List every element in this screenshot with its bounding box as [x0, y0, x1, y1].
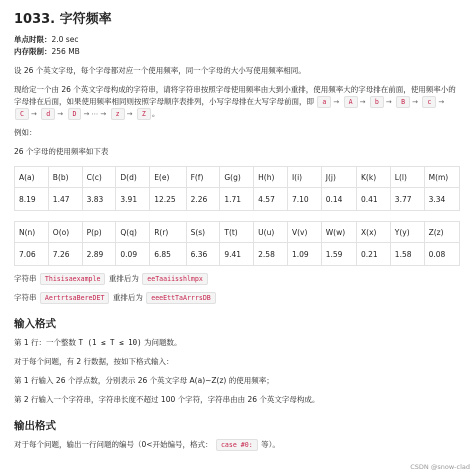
example-prefix: 字符串: [14, 274, 37, 283]
description-p1: 设 26 个英文字母，每个字母都对应一个使用频率，同一个字母的大小写使用频率相同。: [14, 66, 306, 75]
order-chip-B: B: [396, 96, 410, 108]
order-chip-c: c: [422, 96, 436, 108]
input-line-1-post: 为问题数。: [144, 338, 182, 347]
freq-value-cell: 0.41: [357, 188, 391, 211]
example-mid: 重排后为: [112, 293, 143, 302]
time-limit: [14, 34, 460, 46]
freq-value-cell: 3.34: [424, 188, 459, 211]
order-chip-D: D: [68, 108, 82, 120]
freq-value-cell: 3.83: [82, 188, 116, 211]
description-p2: [14, 84, 460, 120]
spacer-cell: [15, 211, 49, 222]
arrow-icon: →: [100, 110, 107, 118]
example-mid: 重排后为: [108, 274, 139, 283]
example-prefix: 字符串: [14, 293, 37, 302]
description-p2-end: 。: [151, 109, 160, 118]
spacer-cell: [48, 211, 82, 222]
arrow-icon: →: [57, 110, 64, 118]
spacer-cell: [357, 211, 391, 222]
arrow-icon: →: [438, 98, 445, 106]
freq-value-cell: 3.91: [116, 188, 150, 211]
freq-value-cell: 2.58: [254, 243, 288, 266]
arrow-icon: →: [385, 98, 392, 106]
freq-value-cell: 6.85: [150, 243, 186, 266]
freq-value-cell: 7.06: [15, 243, 49, 266]
freq-values-row-1: [15, 188, 460, 211]
order-chip-A: A: [344, 96, 358, 108]
input-line-1-pre: 第 1 行：一个整数: [14, 338, 77, 347]
freq-value-cell: 12.25: [150, 188, 186, 211]
spacer-cell: [116, 211, 150, 222]
order-chip-a: a: [317, 96, 331, 108]
freq-letter-cell: Z(z): [424, 222, 459, 243]
freq-letter-cell: L(l): [390, 167, 424, 188]
example-input: AertrtsaBereDET: [40, 292, 110, 304]
memory-limit-value: 256 MB: [51, 47, 80, 56]
freq-letter-cell: T(t): [220, 222, 254, 243]
time-limit-label: 单点时限：: [14, 35, 52, 44]
freq-letter-cell: O(o): [48, 222, 82, 243]
spacer-cell: [321, 211, 356, 222]
freq-value-cell: 8.19: [15, 188, 49, 211]
input-line-3: 第 1 行输入 26 个浮点数，分别表示 26 个英文字母 A(a)~Z(z) 的使用频率；: [14, 376, 274, 385]
spacer-cell: [150, 211, 186, 222]
spacer-cell: [424, 211, 459, 222]
description-p2-text: 现给定一个由 26 个英文字母构成的字符串，请将字符串按照字母使用频率由大到小重排，使用频率大的字母排在前面，使用频率小的字母排在后面，如果使用频率相同则按照字母顺序表排列，小写字母排在大写字母前面，即: [14, 85, 456, 106]
spacer-cell: [82, 211, 116, 222]
freq-value-cell: 1.71: [220, 188, 254, 211]
order-chip-Z: Z: [137, 108, 151, 120]
freq-value-cell: 9.41: [220, 243, 254, 266]
freq-letter-cell: H(h): [254, 167, 288, 188]
freq-value-cell: 2.26: [186, 188, 220, 211]
example-label: 例如：: [14, 128, 37, 137]
memory-limit: [14, 46, 460, 58]
freq-values-row-2: [15, 243, 460, 266]
input-line-1: [14, 337, 460, 349]
freq-value-cell: 3.77: [390, 188, 424, 211]
freq-letter-cell: G(g): [220, 167, 254, 188]
arrow-icon: →: [333, 98, 340, 106]
freq-letter-cell: S(s): [186, 222, 220, 243]
input-line-1-math: T (1 ≤ T ≤ 10): [78, 338, 142, 347]
freq-letter-cell: W(w): [321, 222, 356, 243]
freq-value-cell: 0.08: [424, 243, 459, 266]
freq-value-cell: 7.10: [287, 188, 321, 211]
freq-letter-cell: V(v): [287, 222, 321, 243]
output-format-chip: case #0:: [216, 439, 258, 451]
freq-letter-cell: K(k): [357, 167, 391, 188]
output-format-heading: 输出格式: [14, 420, 56, 432]
freq-value-cell: 6.36: [186, 243, 220, 266]
input-format-heading: 输入格式: [14, 318, 56, 330]
freq-letter-cell: F(f): [186, 167, 220, 188]
output-line-1-pre: 对于每个问题，输出一行问题的编号（0<开始编号，格式：: [14, 440, 213, 449]
spacer-cell: [390, 211, 424, 222]
output-line-1: [14, 439, 460, 451]
input-line-4: 第 2 行输入一个字符串，字符串长度不超过 100 个字符，字符串由由 26 个英文字母构成。: [14, 395, 320, 404]
example-result-1: [14, 272, 460, 285]
frequency-table: [14, 166, 460, 266]
example-input: Thisisaexample: [40, 273, 106, 285]
arrow-icon: →: [83, 110, 90, 118]
order-chip-C: C: [15, 108, 29, 120]
arrow-icon: →: [30, 110, 37, 118]
freq-value-cell: 0.14: [321, 188, 356, 211]
freq-value-cell: 4.57: [254, 188, 288, 211]
freq-letter-cell: Q(q): [116, 222, 150, 243]
freq-letter-cell: D(d): [116, 167, 150, 188]
example-output: eeeEttTaArrrsDB: [146, 292, 216, 304]
freq-letter-cell: N(n): [15, 222, 49, 243]
spacer-cell: [287, 211, 321, 222]
freq-value-cell: 7.26: [48, 243, 82, 266]
freq-value-cell: 1.47: [48, 188, 82, 211]
freq-value-cell: 1.58: [390, 243, 424, 266]
arrow-icon: →: [412, 98, 418, 106]
arrow-icon: →: [359, 98, 366, 106]
freq-letter-cell: M(m): [424, 167, 459, 188]
spacer-cell: [186, 211, 220, 222]
freq-letter-cell: E(e): [150, 167, 186, 188]
example-output: eeTaaiisshlmpx: [142, 273, 208, 285]
freq-value-cell: 0.09: [116, 243, 150, 266]
freq-letters-row-1: [15, 167, 460, 188]
freq-letter-cell: C(c): [82, 167, 116, 188]
time-limit-value: 2.0 sec: [51, 35, 79, 44]
freq-letter-cell: P(p): [82, 222, 116, 243]
freq-letter-cell: R(r): [150, 222, 186, 243]
freq-value-cell: 1.09: [287, 243, 321, 266]
csdn-watermark: CSDN @snow-clad: [410, 463, 470, 471]
freq-letter-cell: B(b): [48, 167, 82, 188]
freq-table-intro: 26 个字母的使用频率如下表: [14, 147, 109, 156]
problem-title: 1033. 字符频率: [14, 12, 112, 27]
spacer-cell: [220, 211, 254, 222]
output-line-1-post: 等）。: [261, 440, 280, 449]
freq-value-cell: 1.59: [321, 243, 356, 266]
spacer-cell: [254, 211, 288, 222]
freq-letter-cell: U(u): [254, 222, 288, 243]
freq-letter-cell: X(x): [357, 222, 391, 243]
freq-letter-cell: A(a): [15, 167, 49, 188]
order-chip-z: z: [111, 108, 125, 120]
order-chip-d: d: [41, 108, 55, 120]
freq-table-spacer: [15, 211, 460, 222]
memory-limit-label: 内存限制：: [14, 47, 52, 56]
input-line-2: 对于每个问题，有 2 行数据，按如下格式输入：: [14, 357, 174, 366]
freq-letters-row-2: [15, 222, 460, 243]
freq-letter-cell: Y(y): [390, 222, 424, 243]
freq-letter-cell: I(i): [287, 167, 321, 188]
arrow-icon: →: [126, 110, 133, 118]
freq-value-cell: 2.89: [82, 243, 116, 266]
ellipsis-icon: ⋯: [91, 110, 99, 118]
freq-value-cell: 0.21: [357, 243, 391, 266]
example-result-2: [14, 291, 460, 304]
order-chip-b: b: [370, 96, 384, 108]
freq-letter-cell: J(j): [321, 167, 356, 188]
